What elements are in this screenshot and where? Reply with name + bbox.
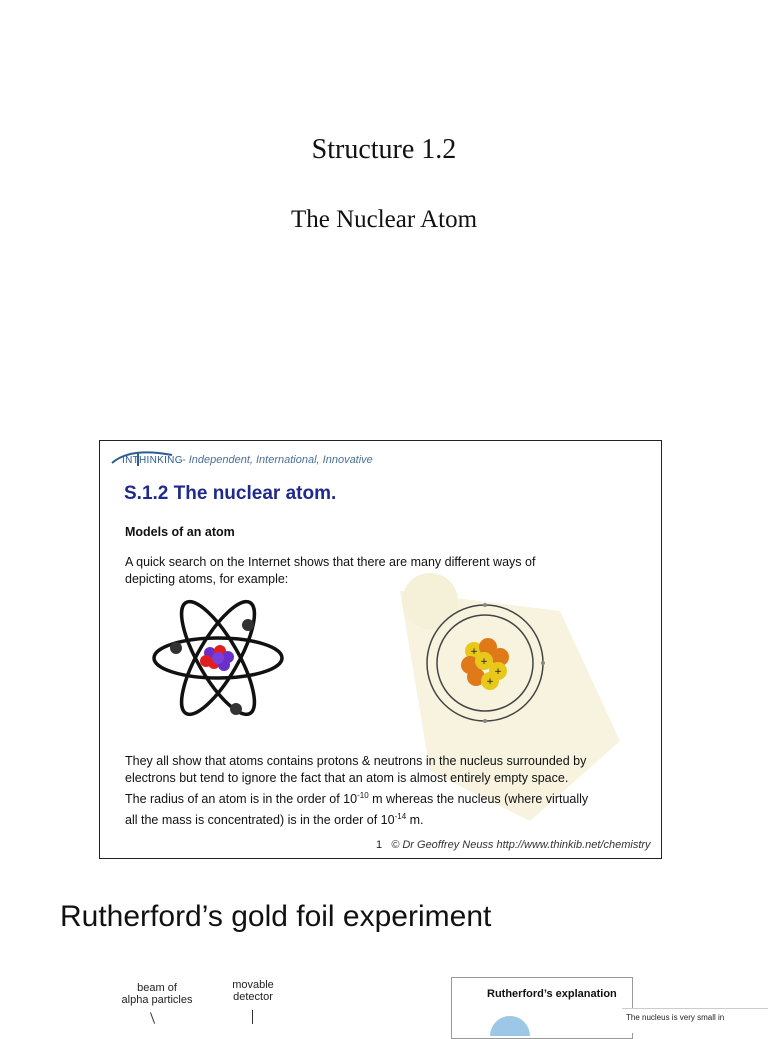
slide-credit: © Dr Geoffrey Neuss http://www.thinkib.net/chemistry bbox=[391, 839, 651, 851]
intro-line: depicting atoms, for example: bbox=[125, 572, 289, 586]
proton-charge: + bbox=[486, 677, 494, 687]
exponent: -10 bbox=[357, 791, 369, 800]
body-text: all the mass is concentrated) is in the order of 10 bbox=[125, 813, 395, 828]
brand-name: INTHINKING bbox=[122, 455, 183, 466]
proton-charge: + bbox=[470, 647, 478, 657]
shell-atom-illustration bbox=[410, 597, 560, 731]
figure-label-beam: beam of alpha particles bbox=[121, 982, 193, 1006]
inthinking-logo bbox=[110, 449, 183, 471]
slide-page-number: 1 bbox=[376, 839, 383, 851]
slide-heading: S.1.2 The nuclear atom. bbox=[124, 483, 337, 504]
proton-charge: + bbox=[480, 657, 488, 667]
brand-tagline: - Independent, International, Innovative bbox=[182, 454, 373, 466]
electron bbox=[170, 642, 182, 654]
figure-label-detector: movable detector bbox=[232, 979, 274, 1003]
slide-body bbox=[125, 753, 645, 829]
slide-intro bbox=[125, 554, 595, 588]
rutherford-explanation-panel bbox=[451, 977, 633, 1039]
brand-header bbox=[110, 449, 373, 471]
electron bbox=[483, 603, 487, 607]
exponent: -14 bbox=[394, 812, 407, 822]
electron bbox=[242, 619, 254, 631]
body-line: They all show that atoms contains protons & neutrons in the nucleus surrounded by bbox=[125, 754, 587, 768]
document-title: Structure 1.2 bbox=[311, 134, 457, 165]
intro-line: A quick search on the Internet shows that there are many different ways of bbox=[125, 555, 536, 569]
slide-subheading: Models of an atom bbox=[125, 525, 235, 539]
section-heading: Rutherford’s gold foil experiment bbox=[60, 900, 492, 933]
slide-image bbox=[99, 440, 662, 859]
electron bbox=[483, 719, 487, 723]
atom-nucleus bbox=[200, 645, 234, 671]
body-line: electrons but tend to ignore the fact that an atom is almost entirely empty space. bbox=[125, 771, 569, 785]
bohr-atom-illustration bbox=[148, 593, 288, 723]
document-subtitle: The Nuclear Atom bbox=[290, 206, 478, 233]
electron bbox=[230, 703, 242, 715]
figure-pointer bbox=[150, 1012, 155, 1024]
figure-pointer bbox=[252, 1010, 253, 1024]
body-text: The radius of an atom is in the order of 10 bbox=[125, 792, 358, 807]
body-line bbox=[125, 808, 645, 829]
electron bbox=[541, 661, 545, 665]
body-text: m. bbox=[406, 813, 424, 828]
explanation-note: The nucleus is very small in bbox=[622, 1008, 768, 1033]
slide-footer bbox=[376, 839, 651, 851]
body-line bbox=[125, 787, 645, 808]
proton-charge: + bbox=[494, 667, 502, 677]
explanation-title: Rutherford’s explanation bbox=[487, 988, 617, 1000]
body-text: m whereas the nucleus (where virtually bbox=[368, 792, 589, 807]
